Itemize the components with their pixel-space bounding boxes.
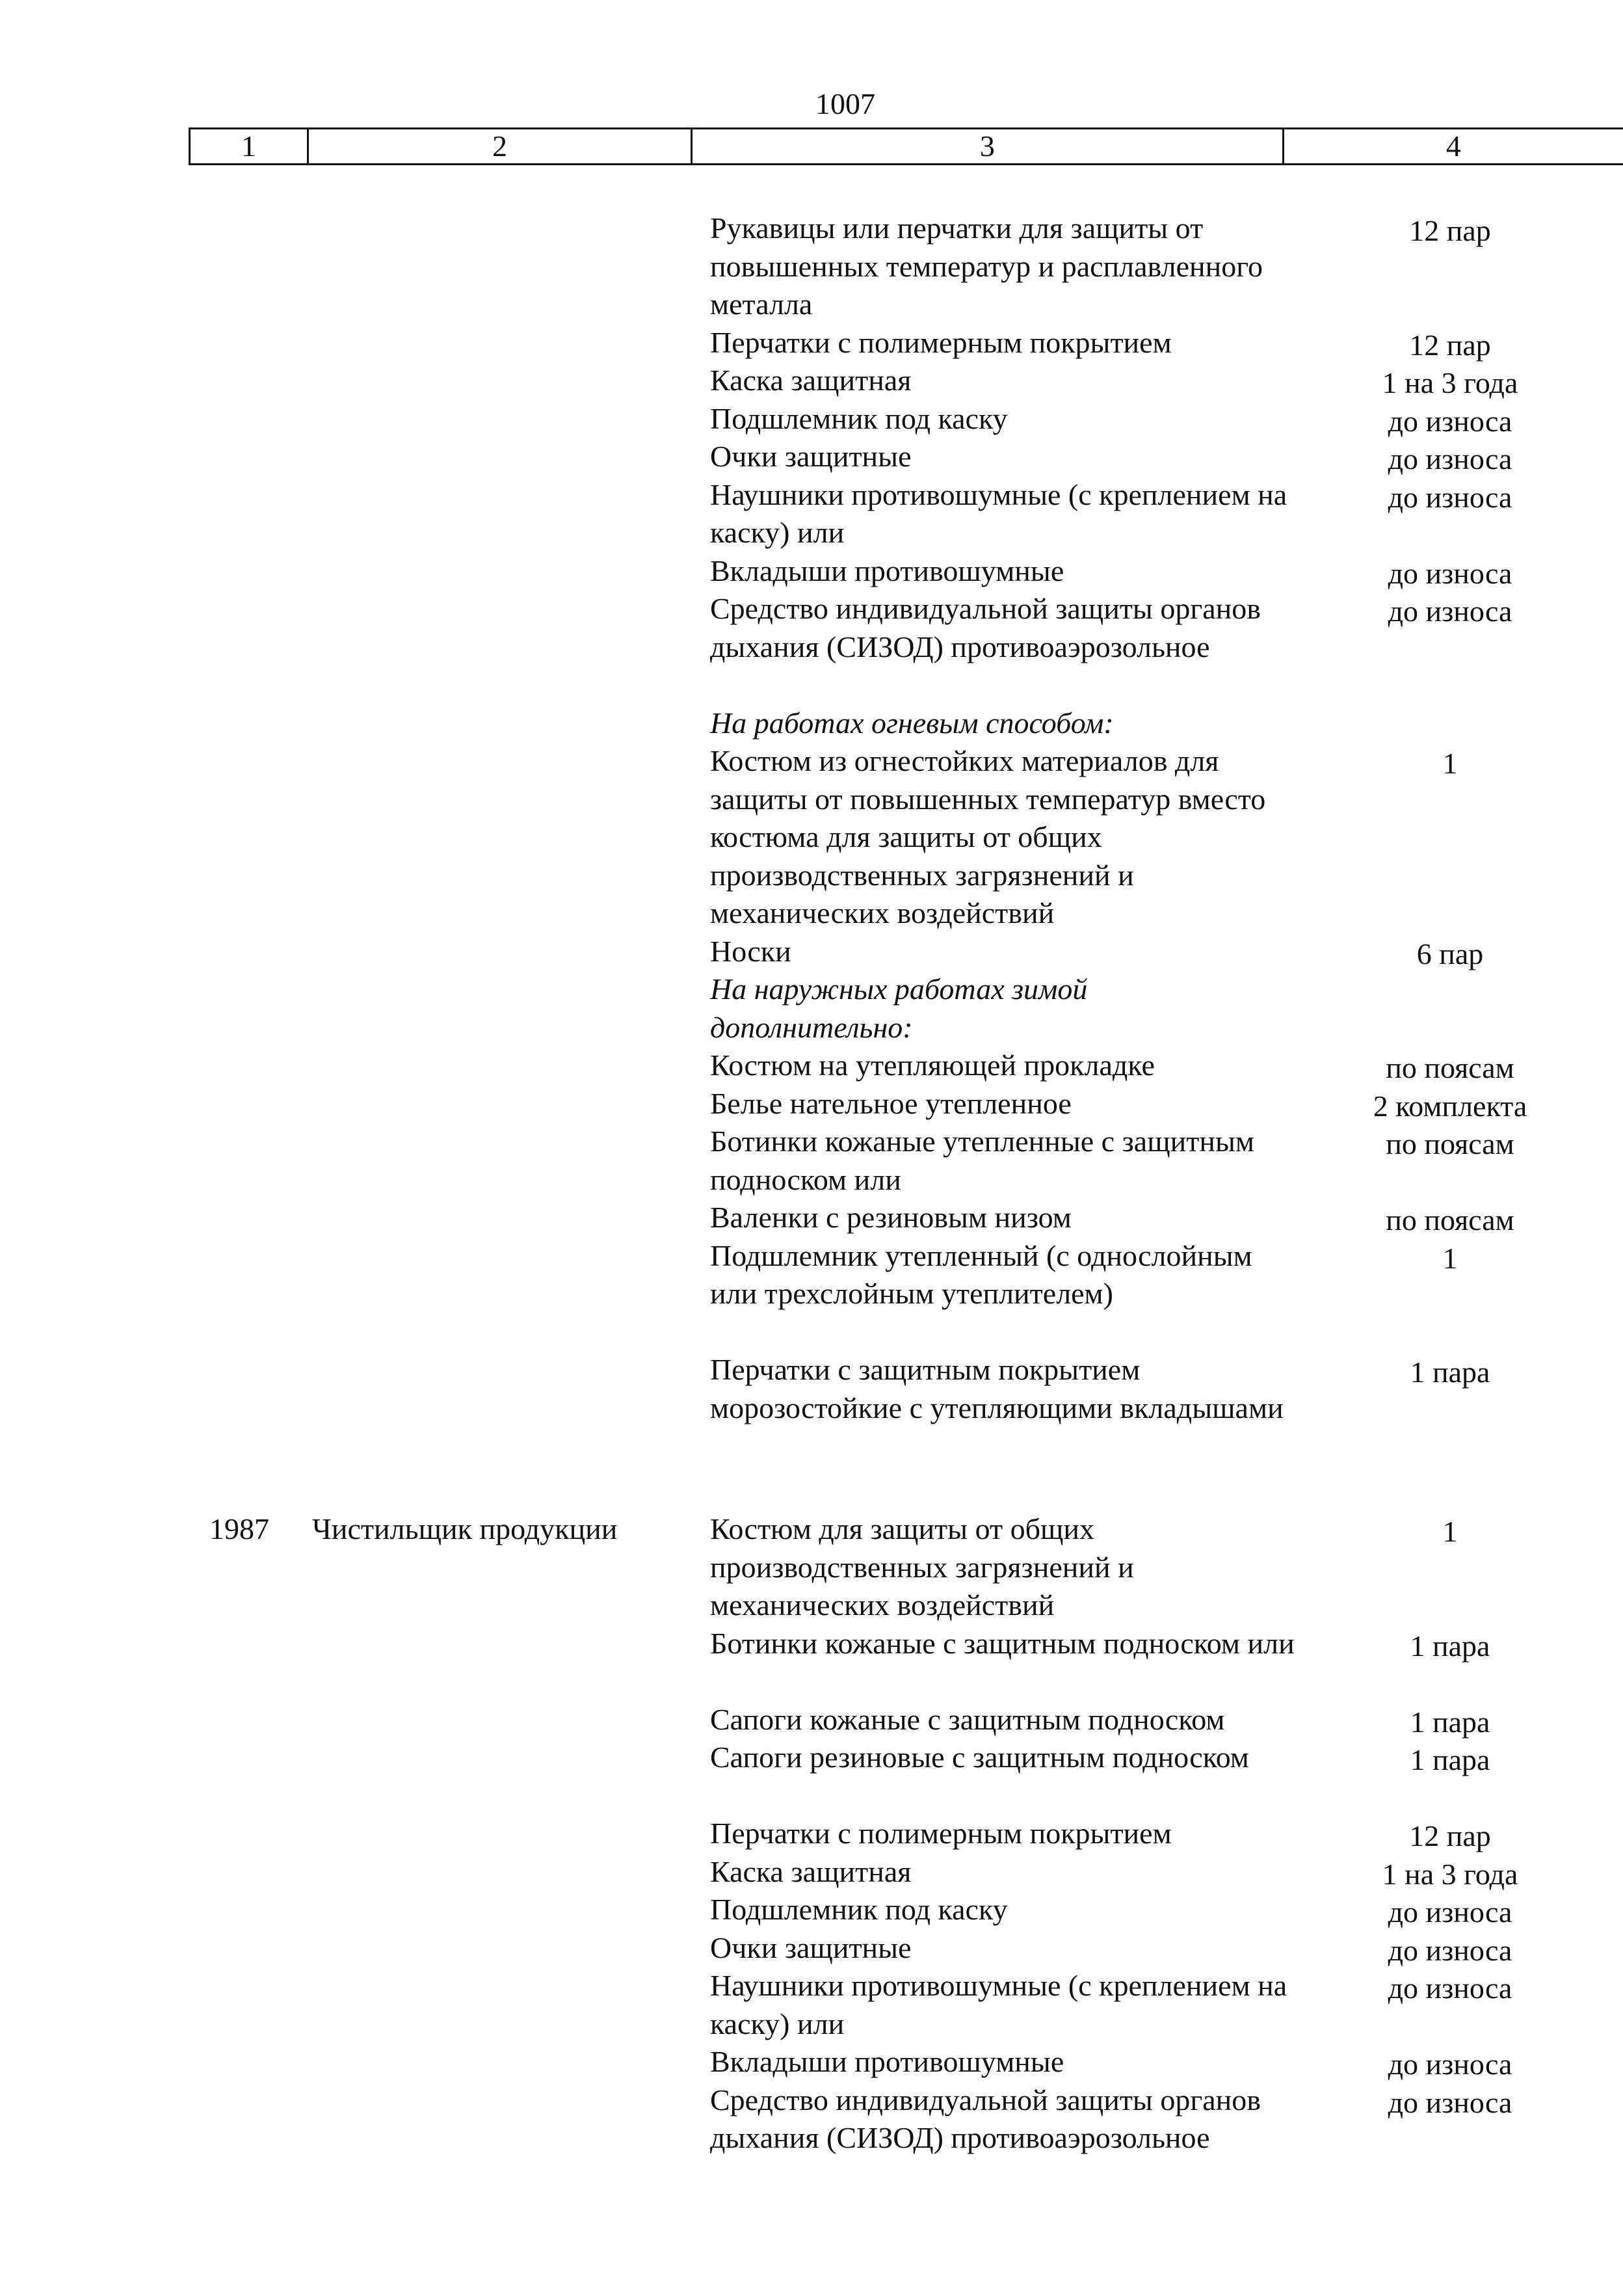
ppe-item-quantity: 12 пар xyxy=(1409,1819,1491,1852)
ppe-item-quantity: до износа xyxy=(1388,556,1512,590)
ppe-item-quantity: 12 пар xyxy=(1409,214,1491,247)
ppe-item-name: Средство индивидуальной защиты органов дыхания (СИЗОД) противоаэрозольное xyxy=(710,592,1261,663)
column-header-4: 4 xyxy=(1283,129,1623,165)
ppe-item-quantity: до износа xyxy=(1388,480,1512,514)
ppe-item-name: Подшлемник под каску xyxy=(710,401,1008,435)
ppe-item-name: Подшлемник под каску xyxy=(710,1893,1008,1926)
ppe-item-quantity: по поясам xyxy=(1386,1127,1514,1160)
ppe-item-name: Вкладыши противошумные xyxy=(710,554,1064,587)
ppe-item-name: Костюм для защиты от общих производственных загрязнений и механических воздействий xyxy=(710,1512,1134,1622)
ppe-item-quantity: 6 пар xyxy=(1416,937,1484,970)
ppe-item-quantity: 1 на 3 года xyxy=(1382,366,1518,399)
ppe-item-quantity: 2 комплекта xyxy=(1373,1089,1527,1123)
ppe-item-quantity: 1 пара xyxy=(1410,1705,1490,1739)
ppe-item-quantity: до износа xyxy=(1388,2048,1512,2081)
section-heading: На работах огневым способом: xyxy=(710,706,1114,740)
ppe-item-name: Ботинки кожаные утепленные с защитным подноском или xyxy=(710,1125,1254,1196)
ppe-item-name: Вкладыши противошумные xyxy=(710,2045,1064,2078)
ppe-item-name: Белье нательное утепленное xyxy=(710,1086,1072,1120)
ppe-item-quantity: до износа xyxy=(1388,1971,1512,2005)
ppe-item-quantity: до износа xyxy=(1388,594,1512,628)
ppe-item-quantity: до износа xyxy=(1388,1933,1512,1967)
ppe-item-quantity: 1 пара xyxy=(1410,1355,1490,1389)
ppe-item-quantity: по поясам xyxy=(1386,1203,1514,1236)
ppe-item-name: Очки защитные xyxy=(710,440,912,473)
row-number: 1987 xyxy=(209,1512,269,1545)
section-heading: На наружных работах зимой дополнительно: xyxy=(710,972,1088,1044)
page-number: 1007 xyxy=(815,87,875,120)
ppe-item-quantity: до износа xyxy=(1388,1895,1512,1929)
ppe-item-quantity: 1 пара xyxy=(1410,1743,1490,1776)
ppe-item-quantity: 1 xyxy=(1442,747,1458,780)
ppe-item-name: Очки защитные xyxy=(710,1930,912,1964)
ppe-item-name: Рукавицы или перчатки для защиты от повышенных температур и расплавленного металла xyxy=(710,211,1263,321)
ppe-item-name: Валенки с резиновым низом xyxy=(710,1201,1072,1234)
ppe-item-name: Костюм на утепляющей прокладке xyxy=(710,1048,1155,1082)
ppe-item-name: Костюм из огнестойких материалов для защиты от повышенных температур вместо костюма для защиты от общих производственных загрязнений и механических воздействий xyxy=(710,744,1266,929)
column-header-row xyxy=(190,129,1623,165)
ppe-item-name: Сапоги резиновые с защитным подноском xyxy=(710,1741,1249,1774)
ppe-item-name: Наушники противошумные (с креплением на каску) или xyxy=(710,1969,1287,2040)
ppe-item-name: Носки xyxy=(710,934,791,968)
column-header-2: 2 xyxy=(308,129,692,165)
ppe-item-name: Каска защитная xyxy=(710,364,912,397)
ppe-item-quantity: 1 xyxy=(1442,1515,1458,1548)
ppe-item-name: Подшлемник утепленный (с однослойным или трехслойным утеплителем) xyxy=(710,1238,1252,1310)
ppe-item-quantity: 1 на 3 года xyxy=(1382,1857,1518,1891)
column-header-1: 1 xyxy=(190,129,308,165)
ppe-item-quantity: 1 пара xyxy=(1410,1629,1490,1662)
ppe-item-name: Ботинки кожаные с защитным подноском или xyxy=(710,1626,1295,1660)
ppe-item-quantity: до износа xyxy=(1388,442,1512,475)
ppe-item-quantity: 12 пар xyxy=(1409,328,1491,362)
ppe-item-quantity: по поясам xyxy=(1386,1051,1514,1084)
ppe-item-name: Средство индивидуальной защиты органов дыхания (СИЗОД) противоаэрозольное xyxy=(710,2083,1261,2154)
column-header-table xyxy=(189,127,1623,165)
ppe-item-name: Наушники противошумные (с креплением на каску) или xyxy=(710,477,1287,549)
ppe-item-name: Перчатки с полимерным покрытием xyxy=(710,1817,1172,1850)
ppe-item-name: Каска защитная xyxy=(710,1854,912,1888)
ppe-item-quantity: до износа xyxy=(1388,404,1512,438)
ppe-item-quantity: 1 xyxy=(1442,1241,1458,1275)
ppe-item-name: Сапоги кожаные с защитным подноском xyxy=(710,1702,1225,1736)
column-header-3: 3 xyxy=(691,129,1283,165)
profession-name: Чистильщик продукции xyxy=(312,1512,618,1545)
ppe-item-name: Перчатки с полимерным покрытием xyxy=(710,325,1172,359)
ppe-item-quantity: до износа xyxy=(1388,2085,1512,2119)
ppe-item-name: Перчатки с защитным покрытием морозостойкие с утепляющими вкладышами xyxy=(710,1353,1284,1424)
